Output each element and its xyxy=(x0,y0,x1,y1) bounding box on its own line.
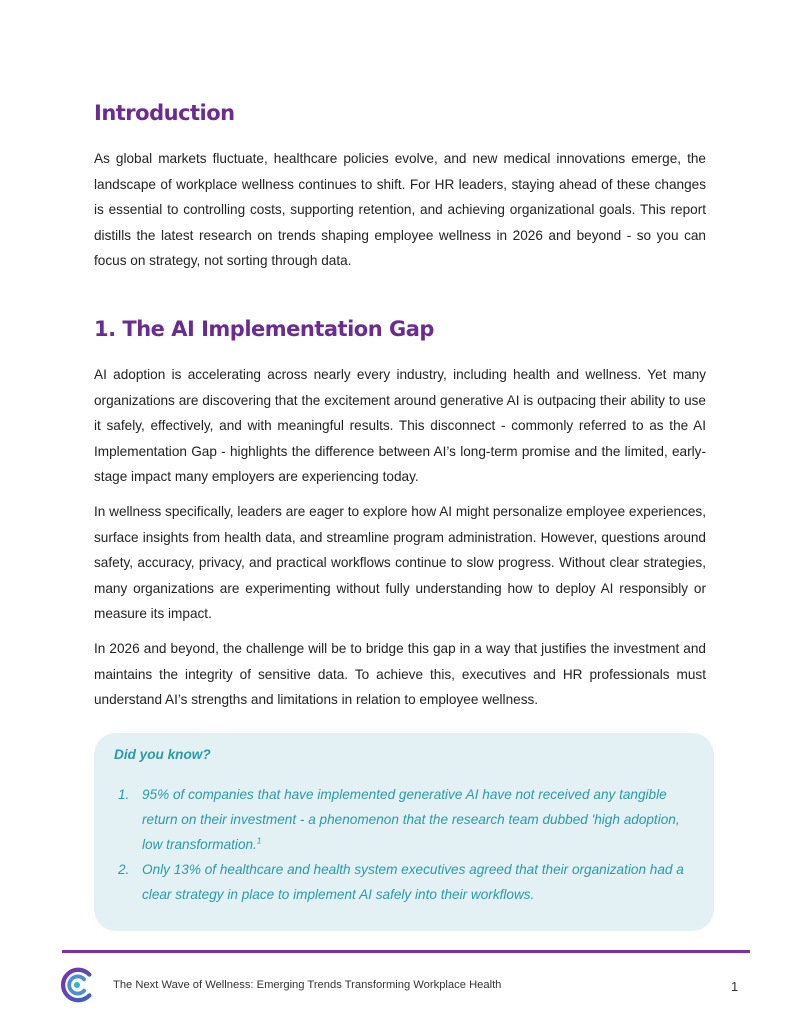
callout-list-item xyxy=(114,857,694,907)
did-you-know-callout xyxy=(94,733,714,931)
footer-document-title: The Next Wave of Wellness: Emerging Trends Transforming Workplace Health xyxy=(113,979,502,991)
list-item-number: 1. xyxy=(118,787,130,802)
concentric-c-logo-icon xyxy=(58,966,96,1004)
callout-list-item xyxy=(114,782,694,857)
footnote-reference[interactable]: 1 xyxy=(256,836,262,846)
callout-title: Did you know? xyxy=(114,747,211,762)
list-item-number: 2. xyxy=(118,862,130,877)
ai-gap-heading: 1. The AI Implementation Gap xyxy=(94,317,434,341)
list-item-text: 95% of companies that have implemented generative AI have not received any tangible return on their investment - a phenomenon that the research team dubbed 'high adoption, low transformation. xyxy=(142,787,680,852)
ai-gap-paragraph-2: In wellness specifically, leaders are eager to explore how AI might personalize employee experiences, surface insights from health data, and streamline program administration. However, questions around safety, accuracy, privacy, and practical workflows continue to slow progress. Without clear strategies, many organizations are experimenting without fully understanding how to deploy AI responsibly or measure its impact. xyxy=(94,504,706,621)
callout-list xyxy=(114,782,694,907)
ai-gap-paragraph-3: In 2026 and beyond, the challenge will be to bridge this gap in a way that justifies the investment and maintains the integrity of sensitive data. To achieve this, executives and HR professionals must understand AI’s strengths and limitations in relation to employee wellness. xyxy=(94,641,706,707)
introduction-heading: Introduction xyxy=(94,101,235,125)
list-item-text: Only 13% of healthcare and health system executives agreed that their organization had a clear strategy in place to implement AI safely into their workflows. xyxy=(142,862,684,902)
ai-gap-paragraph-1: AI adoption is accelerating across nearly every industry, including health and wellness. Yet many organizations are discovering that the excitement around generative AI is outpacing their ability to use it safely, effectively, and with meaningful results. This disconnect - commonly referred to as the AI Implementation Gap - highlights the difference between AI’s long-term promise and the limited, early-stage impact many employers are experiencing today. xyxy=(94,367,706,484)
footer-divider xyxy=(62,950,750,953)
introduction-paragraph: As global markets fluctuate, healthcare policies evolve, and new medical innovations emerge, the landscape of workplace wellness continues to shift. For HR leaders, staying ahead of these changes is essential to controlling costs, supporting retention, and achieving organizational goals. This report distills the latest research on trends shaping employee wellness in 2026 and beyond - so you can focus on strategy, not sorting through data. xyxy=(94,151,706,268)
page-number: 1 xyxy=(731,979,739,994)
